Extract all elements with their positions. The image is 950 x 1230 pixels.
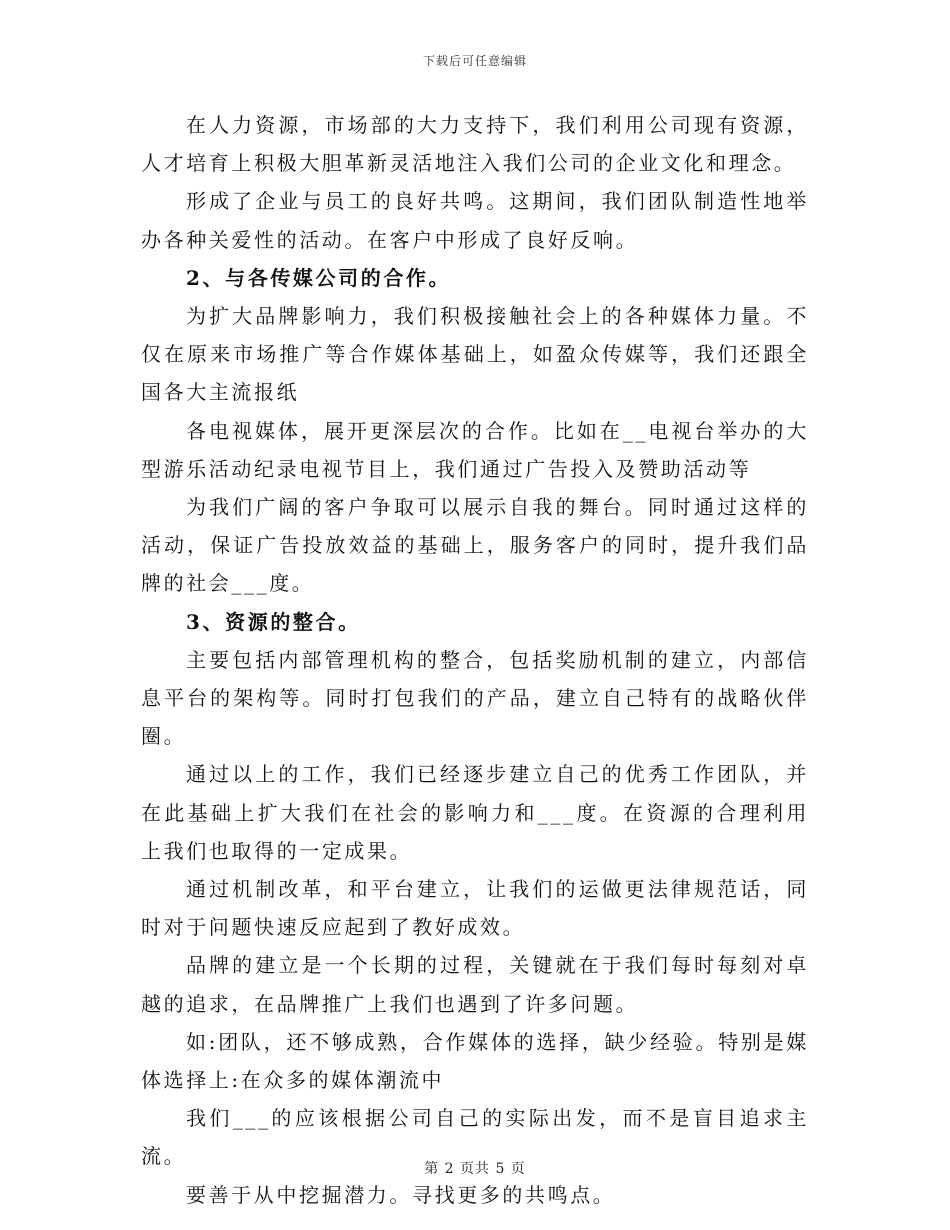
paragraph: 为我们广阔的客户争取可以展示自我的舞台。同时通过这样的活动，保证广告投放效益的基础上，服务客户的同时，提升我们品牌的社会___度。 <box>141 495 809 596</box>
section-heading: 3、资源的整合。 <box>186 609 361 634</box>
paragraph: 通过机制改革，和平台建立，让我们的运做更法律规范话，同时对于问题快速反应起到了教好成效。 <box>141 877 809 940</box>
paragraph: 品牌的建立是一个长期的过程，关键就在于我们每时每刻对卓越的追求，在品牌推广上我们也遇到了许多问题。 <box>141 953 809 1016</box>
paragraph: 如:团队，还不够成熟，合作媒体的选择，缺少经验。特别是媒体选择上:在众多的媒体潮流中 <box>141 1029 809 1093</box>
paragraph: 在人力资源，市场部的大力支持下，我们利用公司现有资源，人才培育上积极大胆革新灵活地注入我们公司的企业文化和理念。 <box>141 113 809 176</box>
page-footer: 第 2 页共 5 页 <box>424 1161 526 1177</box>
document-body <box>141 106 809 1214</box>
paragraph: 我们___的应该根据公司自己的实际出发，而不是盲目追求主流。 <box>141 1106 809 1169</box>
page-header: 下载后可任意编辑 <box>422 54 527 68</box>
section-heading: 2、与各传媒公司的合作。 <box>186 265 452 290</box>
paragraph: 主要包括内部管理机构的整合，包括奖励机制的建立，内部信息平台的架构等。同时打包我们的产品，建立自己特有的战略伙伴圈。 <box>141 647 809 749</box>
paragraph: 要善于从中挖掘潜力。寻找更多的共鸣点。 <box>186 1182 616 1207</box>
paragraph: 为扩大品牌影响力，我们积极接触社会上的各种媒体力量。不仅在原来市场推广等合作媒体基础上，如盈众传媒等，我们还跟全国各大主流报纸 <box>141 304 809 405</box>
paragraph: 形成了企业与员工的良好共鸣。这期间，我们团队制造性地举办各种关爱性的活动。在客户中形成了良好反响。 <box>141 189 809 252</box>
paragraph: 各电视媒体，展开更深层次的合作。比如在__电视台举办的大型游乐活动纪录电视节目上，我们通过广告投入及赞助活动等 <box>141 418 809 481</box>
paragraph: 通过以上的工作，我们已经逐步建立自己的优秀工作团队，并在此基础上扩大我们在社会的影响力和___度。在资源的合理利用上我们也取得的一定成果。 <box>141 762 809 863</box>
